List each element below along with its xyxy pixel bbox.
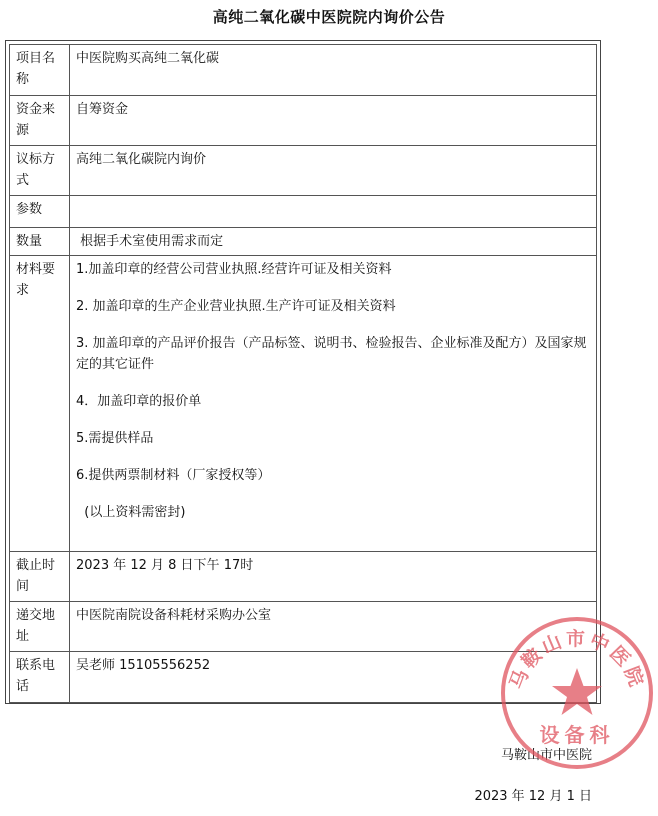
value-project: 中医院购买高纯二氧化碳 — [70, 45, 597, 96]
row-quantity — [10, 228, 597, 256]
value-fund: 自筹资金 — [70, 96, 597, 146]
material-item-4: 4．加盖印章的报价单 — [76, 394, 202, 409]
label-address: 递交地址 — [10, 602, 70, 652]
value-quantity: 根据手术室使用需求而定 — [70, 228, 597, 256]
material-item-2: 2. 加盖印章的生产企业营业执照.生产许可证及相关资料 — [76, 299, 396, 314]
value-address: 中医院南院设备科耗材采购办公室 — [70, 602, 597, 652]
label-project: 项目名称 — [10, 45, 70, 96]
material-item-3: 3. 加盖印章的产品评价报告（产品标签、说明书、检验报告、企业标准及配方）及国家规定的其它证件 — [76, 336, 587, 372]
footer-date: 2023 年 12 月 1 日 — [474, 789, 592, 804]
seal-top-text: 马鞍山市中医院 — [505, 627, 649, 693]
row-deadline — [10, 552, 597, 602]
material-item-1: 1.加盖印章的经营公司营业执照.经营许可证及相关资料 — [76, 262, 392, 277]
label-quantity: 数量 — [10, 228, 70, 256]
label-deadline: 截止时间 — [10, 552, 70, 602]
label-method: 议标方式 — [10, 146, 70, 196]
value-method: 高纯二氧化碳院内询价 — [70, 146, 597, 196]
row-project — [10, 45, 597, 96]
material-item-5: 5.需提供样品 — [76, 431, 154, 446]
row-fund — [10, 96, 597, 146]
label-params: 参数 — [10, 196, 70, 228]
label-materials: 材料要求 — [10, 256, 70, 552]
value-materials — [70, 256, 597, 552]
official-seal — [498, 614, 656, 772]
star-icon — [552, 668, 602, 715]
row-materials — [10, 256, 597, 552]
row-params — [10, 196, 597, 228]
label-fund: 资金来源 — [10, 96, 70, 146]
material-item-6: 6.提供两票制材料（厂家授权等） — [76, 468, 271, 483]
footer-organization: 马鞍山市中医院 — [500, 748, 592, 763]
label-contact: 联系电话 — [10, 652, 70, 703]
row-method — [10, 146, 597, 196]
material-note: (以上资料需密封) — [76, 505, 186, 520]
value-params — [70, 196, 597, 228]
value-contact: 吴老师 15105556252 — [70, 652, 597, 703]
value-deadline: 2023 年 12 月 8 日下午 17时 — [70, 552, 597, 602]
notice-title: 高纯二氧化碳中医院院内询价公告 — [212, 8, 446, 26]
seal-bottom-text: 设备科 — [539, 723, 615, 747]
notice-table — [9, 44, 597, 703]
